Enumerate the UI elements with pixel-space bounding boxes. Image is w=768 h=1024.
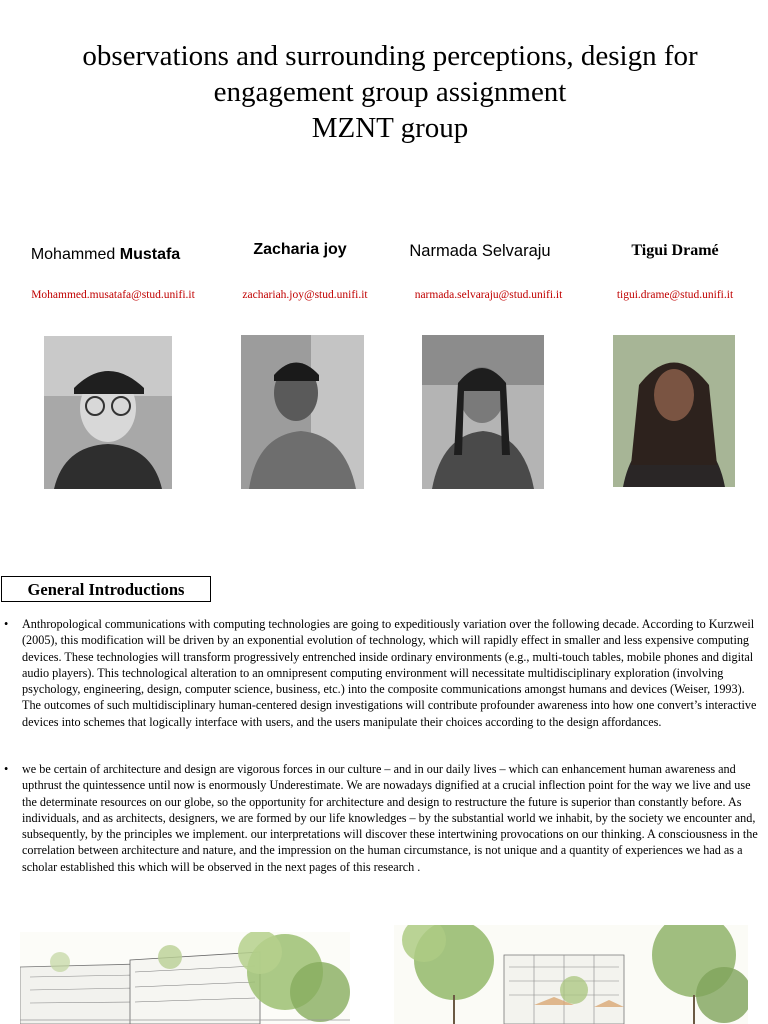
portrait-graphic [613,335,735,487]
paragraph-text: Anthropological communications with computing technologies are going to expeditiously variation over the following decade. According to Kurzweil (2005), this modification will be driven by an exponential evolution of technology, which will rapidly effect in smaller and less expensive computing devices. These technologies will transform progressively entrenched inside ordinary environments (e.g., multi-touch tables, mobile phones and digital audio players). This technological alteration to an omnipresent computing environment will necessitate multidisciplinary exploration (involving psychology, engineering, design, computer science, business, etc.) into the composite communications amongst humans and devices (Weiser, 1993). The outcomes of such multidisciplinary human-centered design investigations will contribute profounder awareness into how one convert’s interactive devices into schemes that logically interface with users, and the users manipulate their choices according to the design affordances. [22,617,757,729]
title-line-1: observations and surrounding perceptions, design for [82,40,698,72]
member-name-2: Zacharia joy [253,241,347,258]
bullet-icon: • [4,617,9,631]
section-header: General Introductions [1,576,211,602]
member-email-2[interactable]: zachariah.joy@stud.unifi.it [242,289,368,301]
member-name-1 [18,246,193,264]
member-email-3[interactable]: narmada.selvaraju@stud.unifi.it [414,289,563,301]
bullet-icon: • [4,762,9,776]
member-name-4: Tigui Dramé [631,242,719,259]
title-line-3: MZNT group [311,112,469,144]
portrait-graphic [422,335,544,489]
paragraph-text: we be certain of architecture and design are vigorous forces in our culture – and in our daily lives – which can enhancement human awareness and upthrust the quintessence until now is enormously Underestimate. We are nowadays dignified at a crucial inflection point for the way we live and use the determinate resources on our globe, so the opportunity for architecture and design to restructure the future is superior than constantly before. As individuals, and as architects, designers, we are formed by our life knowledges – by the substantial world we inhabit, by the society we encounter and, subsequently, by the principles we implement. our interpretations will discover these intertwining provocations on our thinking. A consciousness in the correlation between architecture and nature, and the impression on the human circumstance, is not unique and a quantity of experiences we had as a scholar established this which will be observed in the next pages of this research . [22,762,758,874]
member-photo-4 [613,335,735,487]
portrait-graphic [44,336,172,489]
member-email-1[interactable]: Mohammed.musatafa@stud.unifi.it [31,289,195,301]
portrait-graphic [241,335,364,489]
intro-paragraph-2 [4,761,762,875]
sketch-graphic [394,925,748,1024]
member-first-name-1: Mohammed [30,246,120,263]
member-last-name-1: Mustafa [119,246,181,263]
member-photo-3 [422,335,544,489]
page-title [40,38,740,146]
member-name-3: Narmada Selvaraju [409,242,551,260]
member-email-4[interactable]: tigui.drame@stud.unifi.it [616,289,734,301]
intro-paragraph-1 [4,616,762,730]
architecture-sketch-right [394,925,748,1024]
member-photo-2 [241,335,364,489]
member-photo-1 [44,336,172,489]
sketch-graphic [20,932,350,1024]
title-line-2: engagement group assignment [213,76,567,108]
architecture-sketch-left [20,932,350,1024]
